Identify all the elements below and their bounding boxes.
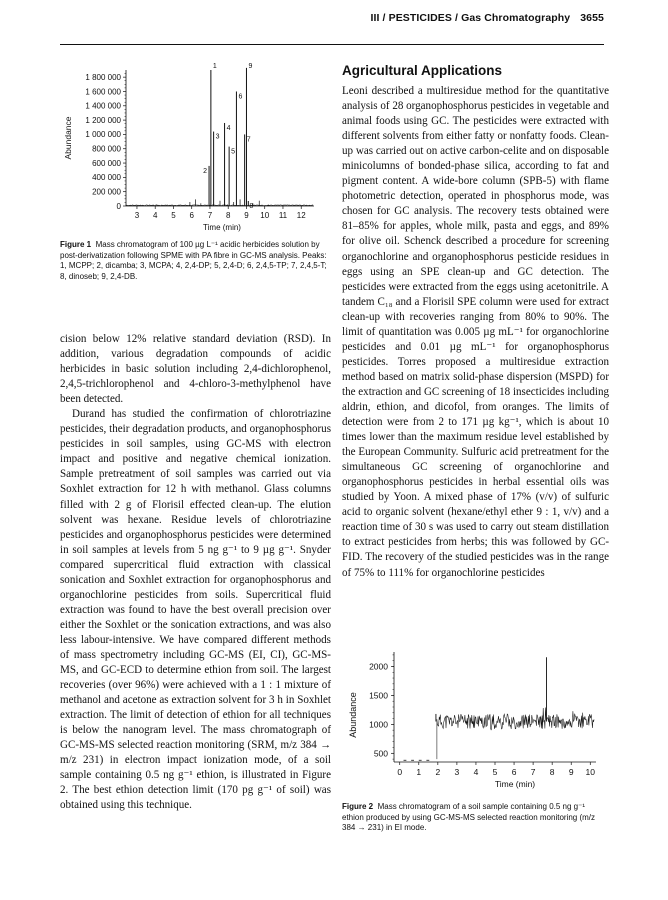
left-column [60,332,331,814]
x-tick-label: 6 [189,211,194,220]
x-tick-label: 7 [530,767,536,777]
x-tick-label: 3 [134,211,140,220]
peak-label: 4 [226,124,231,132]
y-tick-label: 1 000 000 [85,130,121,140]
peak-label: 7 [246,136,251,144]
peak-label: 8 [249,202,254,210]
peak-label: 3 [215,133,220,141]
x-tick-label: 10 [585,767,596,777]
peak-label: 9 [248,63,253,70]
x-tick-label: 8 [225,211,231,220]
x-tick-label: 4 [152,211,158,220]
figure-1-label: Figure 1 [60,240,92,249]
y-tick-label: 1 800 000 [85,72,121,82]
peak-label: 5 [231,148,236,156]
x-tick-label: 6 [511,767,517,777]
figure-1-chart [56,60,331,238]
x-tick-label: 1 [416,767,422,777]
y-tick-label: 200 000 [92,187,121,197]
header-text [370,12,604,24]
section-title: Agricultural Applications [342,63,503,78]
page-number: 3655 [580,12,604,24]
left-paragraph-1: cision below 12% relative standard deviation (RSD). In addition, various degradation compounds of acidic herbicides in basic solution including 2,4-dichlorophenol, 2,4,5-trichlorophenol and 4-chloro-3-methylphenol have been detected. [60,333,331,406]
y-tick-label: 600 000 [92,158,121,168]
left-paragraph-2: Durand has studied the confirmation of chlorotriazine pesticides, their degradation products, and organophosphorus pesticides in soil samples, using GC-MS with electron impact and positive and negative chemical ionization. Sample pretreatment of soil samples was carried out via Soxhlet extraction for 12 h with methanol. Glass columns filled with 2 g of Florisil effected clean-up. The elution solvent was hexane. Residue levels of chlorotriazine pesticides and organophosphorus pesticides were determined in soil samples at levels from 5 ng g⁻¹ to 9 µg g⁻¹. Snyder compared supercritical fluid extraction with classical sonication and Soxhlet extraction for organophosphorus and organochlorine pesticides from soils. Supercritical fluid extraction was found to have the best overall precision over either the Soxhlet or the sonication extractions, and was also less labour-intensive. We have compared different methods of mass spectrometry including GC-MS (EI, CI), GC-MS-MS, and GC-ECD to determine ethion from soil. The largest recoveries (over 96%) were achieved with a 1 : 1 mixture of methanol and acetone as extraction solvent for 3 h in Soxhlet extraction. The limit of detection of ethion for all techniques is below the nanogram level. The mass chromatograph of GC-MS-MS selected reaction monitoring (SRM, m/z 384 → m/z 231) in electron impact ionization mode, of a soil sample containing 0.5 ng g⁻¹ ethion, is illustrated in Figure 2. The best ethion detection limit (170 pg g⁻¹ of soil) was obtained using this technique. [60,408,331,812]
peak-label: 6 [238,93,243,101]
x-tick-label: 3 [454,767,460,777]
x-tick-label: 2 [435,767,441,777]
y-tick-label: 1000 [369,719,388,730]
figure-1-caption-text: Mass chromatogram of 100 µg L⁻¹ acidic herbicides solution by post-derivatization following SPME with PA fibre in GC-MS analysis. Peaks: 1, MCPP; 2, dicamba; 3, MCPA; 4, 2,4-DP; 5, 2,4-D; 6, 2,4,5-TP; 7, 2,4,5-T; 8, dinoseb; 9, 2,4-DB. [60,240,327,281]
x-tick-label: 8 [549,767,555,777]
x-tick-label: 9 [568,767,574,777]
figure-2-chart [338,640,608,798]
figure-2-label: Figure 2 [342,802,374,811]
y-axis-title: Abundance [63,116,73,160]
peak-label: 2 [203,167,208,175]
figure-2-caption [342,802,608,834]
header-section: III / PESTICIDES / Gas Chromatography [370,12,571,24]
y-tick-label: 1 400 000 [85,101,121,111]
y-tick-label: 0 [116,201,121,211]
y-tick-label: 2000 [369,661,388,672]
x-tick-label: 10 [260,211,270,220]
peak-label: 1 [212,63,217,70]
x-tick-label: 11 [278,211,288,220]
x-axis-title: Time (min) [203,223,241,232]
x-tick-label: 0 [397,767,403,777]
x-axis-title: Time (min) [494,779,536,789]
y-tick-label: 800 000 [92,144,121,154]
header-rule [60,44,604,45]
y-tick-label: 1 600 000 [85,87,121,97]
y-tick-label: 400 000 [92,173,121,183]
y-tick-label: 500 [373,748,388,759]
right-column [342,62,609,581]
y-tick-label: 1500 [369,690,388,701]
y-axis-title: Abundance [348,692,358,738]
x-tick-label: 9 [244,211,249,220]
x-tick-label: 5 [492,767,498,777]
right-paragraph-1: Leoni described a multiresidue method for the quantitative analysis of 28 organophosphorus pesticides in vegetable and animal foods using GC. The pesticides were extracted with different solvents from either fatty or nonfatty foods. Clean-up was carried out on active carbon-celite and on disposable minicolumns of bonded-phase silica, according to fat and pigment content. A wide-bore column (SPB-5) with flame photometric detection, operated in phosphorus mode, was chosen for GC analysis. The recovery tests obtained were 81–85% for apples, whole milk, pasta and eggs, and 89% for olive oil. Schenck described a procedure for screening organochlorine and organophosphorus pesticide residues in eggs using an SPE clean-up and GC detection. The pesticides were extracted from the eggs using acetonitrile. A tandem C₁₈ and a Florisil SPE column were used for extract clean-up with recoveries ranging from 80% to 90%. The limit of quantitation was 0.005 µg mL⁻¹ for organochlorine pesticides and 0.01 µg mL⁻¹ for organophosphorus pesticides. Torres proposed a multiresidue extraction method based on matrix solid-phase dispersion (MSPD) for the extraction and GC screening of 18 insecticides including aldrin, ethion, and dicofol, from oranges. The limits of detection were from 2 to 171 µg kg⁻¹, which is about 10 times lower than the maximum residue level established by the European Community. Sulfuric acid pretreatment for the simultaneous GC screening of organochlorine and organophosphorus pesticides in herbal essential oils was studied by Yoon. A mixed phase of 17% (v/v) of sulfuric acid to organic solvent (hexane/ethyl ether 9 : 1, v/v) and a reaction time of 30 s was used to carry out steam distillation to extract pesticides from herbs; this was followed by GC-FID. The recovery of the studied pesticides was in the range of 75% to 111% for organochlorine pesticides [342,85,610,579]
figure-2-caption-text: Mass chromatogram of a soil sample containing 0.5 ng g⁻¹ ethion produced by using GC-MS-MS selected reaction monitoring (m/z 384 → 231) in EI mode. [342,802,595,833]
x-tick-label: 7 [207,211,213,220]
y-tick-label: 1 200 000 [85,115,121,125]
noise-trace [437,708,594,760]
x-tick-label: 5 [171,211,176,220]
x-tick-label: 4 [473,767,479,777]
baseline-trace [126,205,313,206]
running-header [0,6,668,36]
figure-1-caption [60,240,330,282]
x-tick-label: 12 [296,211,306,220]
